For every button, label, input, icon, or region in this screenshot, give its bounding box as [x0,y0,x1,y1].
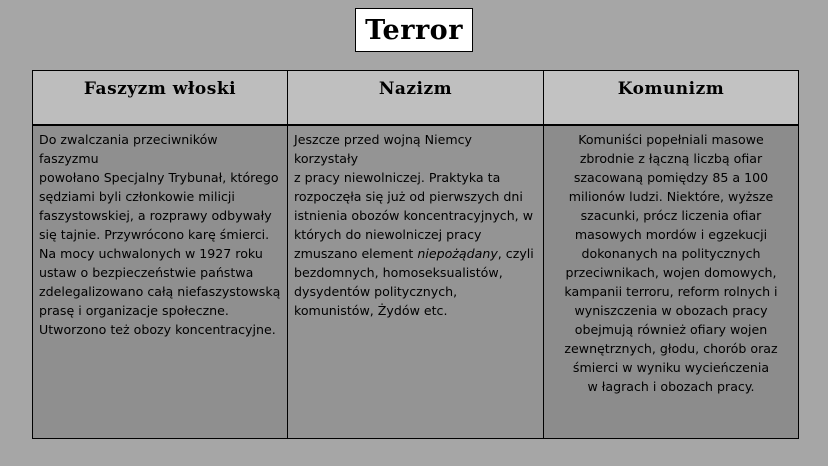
nazizm-text-emphasis: niepożądany [417,245,498,261]
nazizm-text-after: , czyli bezdomnych, homoseksualistów, dysydentów politycznych, komunistów, Żydów etc. [294,245,534,318]
header-komunizm: Komunizm [544,71,799,125]
content-row [33,125,799,439]
header-row [33,71,799,125]
slide-title: Terror [355,8,473,52]
cell-nazizm-text [288,125,544,439]
header-faszyzm: Faszyzm włoski [33,71,288,125]
nazizm-text-before: Jeszcze przed wojną Niemcy korzystały z pracy niewolniczej. Praktyka ta rozpoczęła się już od pierwszych dni istnienia obozów koncentracyjnych, w których do niewolniczej pracy zmuszano element [294,131,533,261]
cell-komunizm-text: Komuniści popełniali masowe zbrodnie z łączną liczbą ofiar szacowaną pomiędzy 85 a 100 milionów ludzi. Niektóre, wyższe szacunki, prócz liczenia ofiar masowych mordów i egzekucji dokonanych na politycznych przeciwnikach, wojen domowych, kampanii terroru, reform rolnych i wyniszczenia w obozach pracy obejmują również ofiary wojen zewnętrznych, głodu, chorób oraz śmierci w wyniku wycieńczenia w łagrach i obozach pracy. [544,125,799,439]
comparison-table [32,70,799,439]
header-nazizm: Nazizm [288,71,544,125]
cell-faszyzm-text: Do zwalczania przeciwników faszyzmu powołano Specjalny Trybunał, którego sędziami byli członkowie milicji faszystowskiej, a rozprawy odbywały się tajnie. Przywrócono karę śmierci. Na mocy uchwalonych w 1927 roku ustaw o bezpieczeństwie państwa zdelegalizowano całą niefaszystowską prasę i organizacje społeczne. Utworzono też obozy koncentracyjne. [33,125,288,439]
